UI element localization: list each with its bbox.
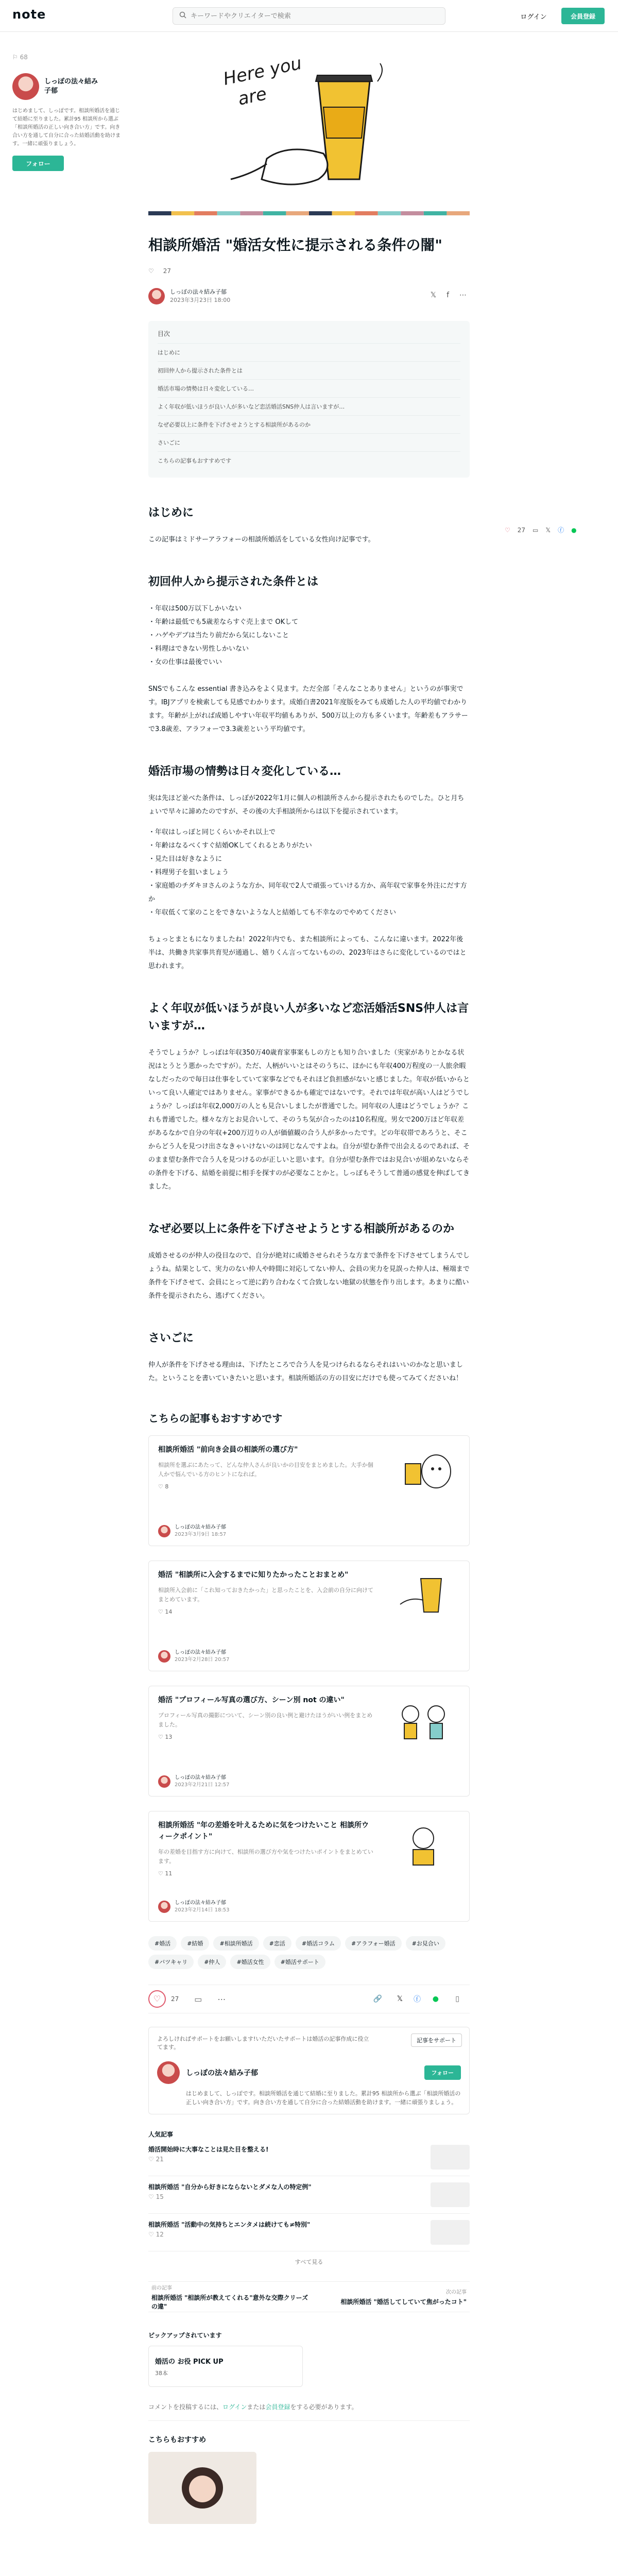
heart-icon[interactable]: ♡ xyxy=(158,1608,165,1615)
section-heading: さいごに xyxy=(148,1332,194,1345)
hero-text-2: are xyxy=(236,83,269,110)
creator-bio: はじめまして、しっぽです。相談所婚活を通じて結婚に至りました。累計95 相談所から選ぶ「相談所婚活の正しい向き合い方」です。向き合い方を通して自分に合った結婚活動を助けます。一緒に頑張りましょう。 xyxy=(12,108,121,147)
notice-text: または xyxy=(247,2403,266,2411)
post-date: 2023年3月23日 18:00 xyxy=(170,297,231,303)
support-box xyxy=(148,2027,470,2114)
popular-likes: 21 xyxy=(156,2156,164,2163)
list-item: ・ 家庭婚のチダキヨさんのような方か、同年収で2人で頑張っていける方か、高年収で家事を外注にだす方か xyxy=(148,879,470,906)
article-navigation xyxy=(148,2281,470,2312)
site-header xyxy=(0,0,618,32)
next-article[interactable] xyxy=(309,2287,470,2306)
card-thumbnail xyxy=(385,1443,462,1495)
facebook-share-icon[interactable]: ⓕ xyxy=(558,527,564,534)
comment-login-notice xyxy=(148,2402,470,2421)
author-row xyxy=(148,288,470,304)
tag[interactable]: #バツキャリ xyxy=(148,1955,194,1969)
section-heading: 婚活市場の情勢は日々変化している… xyxy=(148,765,341,778)
more-thumbnail[interactable] xyxy=(148,2452,256,2524)
list-item: ・ 見た目は好きなように xyxy=(148,853,470,866)
popular-title[interactable]: 婚活開始時に大事なことは見た目を整える! xyxy=(148,2146,269,2153)
right-rail xyxy=(505,526,608,534)
search-icon xyxy=(179,11,186,21)
card-title[interactable]: 相談所婚活 "前向き会員の相談所の選び方" xyxy=(158,1446,298,1454)
card-snippet: 相談所入会前に「これ知っておきたかった」と思ったことを、入会前の自分に向けてまとめています。 xyxy=(158,1587,373,1603)
recommend-card[interactable] xyxy=(148,1561,470,1671)
line-share-icon[interactable]: ● xyxy=(571,526,577,534)
hero-stripe xyxy=(263,211,286,215)
tag[interactable]: #お見合い xyxy=(406,1936,445,1951)
list-item: ・ 年収はしっぽと同じくらいかそれ以上で xyxy=(148,826,470,839)
hero-image xyxy=(148,50,470,221)
paragraph: 仲人が条件を下げさせる理由は、下げたところで合う人を見つけられるならそれはいいのかなと思いました。ということを書いていきたいと思います。相談所婚活の方の目安にだけでも使ってみてくださいね！ xyxy=(148,1361,463,1382)
paragraph: そうでしょうか？しっぽは年収350万40歳育家事案もしの方とも知り合いました（実家がありとかなる状況はとうとう悪かったですが）。ただ、人柄がいいとはそのうちに、ほかにも年収400万程度の一人旅余暇なしだったので毎日は仕事をしていて家事などでもそれほど負担感がないと感じました。年収が低いからといって良い人確定ではありません。家事ができるかも確定ではないです。それでは年収が高い人はどうでしょうか？しっぽは年収2,000万の人とも見合いしましたが普通でした。同年収の人達はどうでしょうか？これも普通でした。様々な方とお見合いして、そのうち気が合ったのは10名程度。男女で200万ほど年収差があるなかで自分の年収+200万辺りの人が価値観の合う人が多かったです。どの年収帯であろうと、そこからどう人を見つけ出さなきゃいけないのは同じなんですよね。自分が望む条件で出会えるのであれば、そのまま望む条件で合う人を見つけるのが正しいと思います。自分が望む条件ではお見合いが組めないならその条件を下げる、結婚を前提に相手を探すのが必要なことかと。しっぽもそうして普通の感覚を伸ばしてきました。 xyxy=(148,1049,470,1191)
list-item: ・ 年収低くて家のことをできないような人と結婚しても不幸なのでやめてください xyxy=(148,906,470,920)
list-item[interactable]: 相談所婚活 "自分から好きにならないとダメな人の特定例" ♡ 15 xyxy=(148,2176,470,2214)
creator-name[interactable]: しっぽの法々結み 子郁 xyxy=(44,78,98,95)
hero-stripe xyxy=(355,211,378,215)
support-notice: よろしければサポートをお願いします!いただいたサポートは婚活の記事作成に役立てます。 xyxy=(157,2036,369,2050)
facebook-share-icon[interactable]: f xyxy=(447,291,449,299)
article xyxy=(148,234,470,2524)
card-author[interactable]: しっぽの法々結み子郁 xyxy=(175,1775,226,1781)
popular-thumbnail xyxy=(431,2182,470,2207)
next-title[interactable]: 相談所婚活 "婚活してしていて焦がったコト" xyxy=(340,2298,467,2306)
action-bar xyxy=(148,1985,470,2013)
creator-name[interactable]: しっぽの法々結み子郁 xyxy=(186,2069,258,2077)
hero-stripe xyxy=(171,211,195,215)
card-likes: 14 xyxy=(165,1608,173,1615)
like-count: 27 xyxy=(171,1995,179,2003)
signup-link[interactable]: 会員登録 xyxy=(265,2403,290,2411)
hero-stripe xyxy=(194,211,217,215)
pickup-section xyxy=(148,2331,470,2387)
toc-item[interactable]: はじめに xyxy=(158,343,460,361)
list-item: ・ 女の仕事は最後でいい xyxy=(148,656,470,669)
hero-stripe xyxy=(217,211,241,215)
section-heading: なぜ必要以上に条件を下げさせようとする相談所があるのか xyxy=(148,1223,455,1235)
creator-bio: はじめまして、しっぽです。相談所婚活を通じて結婚に至りました。累計95 相談所から選ぶ「相談所婚活の正しい向き合い方」です。向き合い方を通して自分に合った結婚活動を助けます。一緒に頑張りましょう。 xyxy=(186,2090,461,2106)
popular-likes: 12 xyxy=(156,2231,164,2238)
link-icon[interactable]: 🔗 xyxy=(373,1995,382,2003)
list-item[interactable]: 相談所婚活 "活動中の気持ちとエンタメは続けても≠特別" ♡ 12 xyxy=(148,2214,470,2251)
card-date: 2023年2月14日 18:53 xyxy=(175,1907,230,1913)
list-item: ・ 料理男子を狙いましょう xyxy=(148,866,470,879)
comment-icon[interactable]: ▭ xyxy=(533,526,539,534)
author-name[interactable]: しっぽの法々結み子郁 xyxy=(170,289,227,295)
card-title[interactable]: 婚活 "相談所に入会するまでに知りたかったことおまとめ" xyxy=(158,1571,349,1579)
hero-text-1: Here you xyxy=(221,53,304,90)
like-icon[interactable]: ♡ xyxy=(148,267,154,275)
hero-stripe xyxy=(378,211,401,215)
card-thumbnail xyxy=(385,1568,462,1620)
avatar[interactable] xyxy=(158,1525,170,1537)
recommend-card[interactable] xyxy=(148,1811,470,1922)
x-share-icon[interactable]: 𝕏 xyxy=(430,291,437,299)
more-icon[interactable]: ⋯ xyxy=(459,291,467,299)
toc-item[interactable]: なぜ必要以上に条件を下げさせようとする相談所があるのか xyxy=(158,415,460,433)
prev-article[interactable] xyxy=(148,2283,309,2311)
avatar[interactable] xyxy=(148,288,165,304)
list-item: ・ 年齢は最低でも5歳差ならすぐ売上まで OKして xyxy=(148,616,470,629)
card-snippet: 相談所を選ぶにあたって、どんな仲人さんが良いかの目安をまとめました。大手か個人かで悩んでいる方のヒントになれば。 xyxy=(158,1462,373,1478)
heart-icon[interactable]: ♡ xyxy=(158,1870,165,1877)
tag[interactable]: #恋活 xyxy=(263,1936,291,1951)
card-date: 2023年2月21日 12:57 xyxy=(175,1782,230,1788)
support-button[interactable]: 記事をサポート xyxy=(411,2033,462,2047)
popular-thumbnail xyxy=(431,2145,470,2170)
avatar[interactable] xyxy=(157,2061,180,2084)
comment-icon[interactable]: ▭ xyxy=(194,1994,202,2004)
list-item: ・ 年齢はなるべくすぐ結婚OKしてくれるとありがたい xyxy=(148,839,470,853)
popular-heading: 人気記事 xyxy=(148,2131,174,2138)
card-author[interactable]: しっぽの法々結み子郁 xyxy=(175,1650,226,1655)
card-date: 2023年2月28日 20:57 xyxy=(175,1657,230,1663)
like-count: 27 xyxy=(517,526,526,534)
pickup-heading: ピックアップされています xyxy=(148,2332,222,2339)
search-input[interactable] xyxy=(191,12,433,20)
toc-heading: 目次 xyxy=(158,330,170,337)
recommend-card[interactable] xyxy=(148,1686,470,1797)
tag[interactable]: #アラフォー婚活 xyxy=(345,1936,402,1951)
toc-item[interactable]: よく年収が低いほうが良い人が多いなど恋活婚活SNS仲人は言いますが… xyxy=(158,397,460,415)
page-title: 相談所婚活 "婚活女性に提示される条件の闇" xyxy=(148,236,442,253)
list-item: ・ ハゲやデブは当たり前だから気にしないこと xyxy=(148,629,470,642)
heart-icon[interactable]: ♡ xyxy=(158,1483,165,1490)
notice-text: コメントを投稿するには、 xyxy=(148,2403,223,2411)
follow-button[interactable]: フォロー xyxy=(424,2065,461,2080)
recommend-card[interactable] xyxy=(148,1435,470,1546)
paragraph: この記事はミドサーアラフォーの相談所婚活をしている女性向け記事です。 xyxy=(148,536,375,544)
login-button[interactable]: ログイン xyxy=(513,8,554,24)
creator-sidebar xyxy=(12,54,121,171)
tag[interactable]: #相談所婚活 xyxy=(213,1936,259,1951)
paragraph: SNSでもこんな essential 書き込みをよく見ます。ただ全部「そんなことありません」というのが事実です。IBJアプリを検索しても見感でわかります。成婚白書2021年度版をみても成婚した人の平均値でわかります。年齢が上がれば成婚しやすい年収平均値もありが、500万以上の方も多くいます。年齢差もアラサーで3.8歳差、アラフォーで3.3歳差という平均値です。 xyxy=(148,685,468,733)
hero-stripe xyxy=(286,211,309,215)
list-item: ・ 料理はできない男性しかいない xyxy=(148,642,470,656)
section-heading: 初回仲人から提示された条件とは xyxy=(148,575,319,588)
pickup-count: 38本 xyxy=(155,2369,168,2377)
hero-stripe xyxy=(309,211,332,215)
hero-stripe xyxy=(447,211,470,215)
note-logo[interactable]: note xyxy=(12,7,46,22)
tag[interactable]: #仲人 xyxy=(198,1955,226,1969)
line-share-icon[interactable]: ● xyxy=(432,1995,439,2003)
paragraph: ちょっとまともになりましたね！2022年内でも、また相談所によっても、こんなに違います。2022年後半は、共働き共家事共育児が通過し、嬉りくん言ってないものの、2023年はさらに変化しているのではと思われます。 xyxy=(148,936,467,970)
tag[interactable]: #婚活女性 xyxy=(230,1955,270,1969)
card-snippet: プロフィール写真の撮影について、シーン別の良い例と避けたほうがいい例をまとめました。 xyxy=(158,1712,373,1728)
notice-text: をする必要があります。 xyxy=(290,2403,358,2411)
pickup-card[interactable] xyxy=(148,2346,303,2387)
hero-stripe xyxy=(332,211,355,215)
more-icon[interactable]: ⋯ xyxy=(217,1994,226,2004)
card-author[interactable]: しっぽの法々結み子郁 xyxy=(175,1524,226,1530)
card-snippet: 年の差婚を目指す方に向けて、相談所の選び方や気をつけたいポイントをまとめています。 xyxy=(158,1849,373,1865)
signup-button[interactable]: 会員登録 xyxy=(561,8,605,24)
follow-button[interactable]: フォロー xyxy=(12,156,64,171)
prev-label: 前の記事 xyxy=(151,2285,172,2291)
hero-stripe xyxy=(148,211,171,215)
prev-title[interactable]: 相談所婚活 "相談所が教えてくれる"意外な交際クリーズの違" xyxy=(151,2294,308,2310)
next-label: 次の記事 xyxy=(446,2290,467,2295)
tag-list xyxy=(148,1936,470,1969)
heart-icon[interactable]: ♡ xyxy=(505,526,510,534)
login-link[interactable]: ログイン xyxy=(222,2403,247,2411)
facebook-share-icon[interactable]: ⓕ xyxy=(414,1995,421,2004)
avatar[interactable] xyxy=(158,1901,170,1913)
toc-item[interactable]: 初回仲人から提示された条件とは xyxy=(158,361,460,379)
section-heading: はじめに xyxy=(148,506,194,519)
card-title[interactable]: 相談所婚活 "年の差婚を叶えるために気をつけたいこと 相談所ウィークポイント" xyxy=(158,1821,369,1841)
hero-stripe xyxy=(424,211,447,215)
card-likes: 8 xyxy=(165,1483,169,1490)
heart-icon[interactable]: ♡ xyxy=(158,1734,165,1740)
paragraph: 実は先ほど並べた条件は、しっぽが2022年1月に個人の相談所さんから提示されたものでした。ひと月ちょいで早々に諦めたのですが、その後の大手相談所からは以下を提示されています。 xyxy=(148,794,465,816)
popular-likes: 15 xyxy=(156,2193,164,2200)
card-thumbnail xyxy=(385,1819,462,1870)
tag[interactable]: #結婚 xyxy=(181,1936,209,1951)
popular-title[interactable]: 相談所婚活 "活動中の気持ちとエンタメは続けても≠特別" xyxy=(148,2221,311,2228)
list-item: ・ 年収は500万以下しかいない xyxy=(148,602,470,616)
avatar[interactable] xyxy=(158,1775,170,1788)
card-title[interactable]: 婚活 "プロフィール写真の選び方、シーン別 not の違い" xyxy=(158,1696,345,1704)
card-thumbnail xyxy=(385,1693,462,1745)
x-share-icon[interactable]: 𝕏 xyxy=(545,526,551,534)
card-likes: 11 xyxy=(165,1870,173,1877)
paragraph: 成婚させるのが仲人の役目なので、自分が絶対に成婚させられそうな方まで条件を下げさせてしまうんでしょうね。結果として、実力のない仲人や時間に対応してない仲人、会員の実力を見誤った仲人は、極端まで条件を下げさせて、会員にとって逆に釣り合わなくて合致しない地獄の状態を作り出します。あまりに酷い条件を提示されたら、逃げてください。 xyxy=(148,1252,470,1300)
like-count: 27 xyxy=(163,267,171,275)
toc-item[interactable]: こちらの記事もおすすめです xyxy=(158,451,460,469)
more-heading: こちらもおすすめ xyxy=(148,2436,207,2444)
search-box[interactable] xyxy=(173,7,445,25)
toc-item[interactable]: さいごに xyxy=(158,433,460,451)
x-share-icon[interactable]: 𝕏 xyxy=(397,1995,403,2003)
popular-title[interactable]: 相談所婚活 "自分から好きにならないとダメな人の特定例" xyxy=(148,2183,312,2191)
hero-stripe xyxy=(240,211,263,215)
card-date: 2023年3月9日 18:57 xyxy=(175,1532,227,1537)
popular-thumbnail xyxy=(431,2220,470,2245)
pickup-title[interactable]: 婚活の お役 PICK UP xyxy=(155,2358,224,2366)
tag[interactable]: #婚活 xyxy=(148,1936,177,1951)
see-all-link[interactable]: すべて見る xyxy=(295,2259,323,2265)
condition-list xyxy=(148,602,470,669)
avatar[interactable] xyxy=(158,1650,170,1663)
section-heading: よく年収が低いほうが良い人が多いなど恋活婚活SNS仲人は言いますが… xyxy=(148,1002,469,1032)
recommend-heading: こちらの記事もおすすめです xyxy=(148,1412,283,1425)
list-item[interactable]: 婚活開始時に大事なことは見た目を整える! ♡ 21 xyxy=(148,2139,470,2176)
like-button[interactable]: ♡ xyxy=(148,1990,166,2008)
table-of-contents xyxy=(148,321,470,478)
condition-list xyxy=(148,826,470,920)
toc-item[interactable]: 婚活市場の情勢は日々変化している… xyxy=(158,379,460,397)
tag[interactable]: #婚活コラム xyxy=(296,1936,341,1951)
hero-stripe xyxy=(401,211,424,215)
popular-articles xyxy=(148,2130,470,2266)
pin-count: ⚐ 68 xyxy=(12,54,28,61)
tag[interactable]: #婚活サポート xyxy=(274,1955,325,1969)
bookmark-icon[interactable]: ▯ xyxy=(455,1995,459,2003)
card-likes: 13 xyxy=(165,1734,173,1740)
avatar[interactable] xyxy=(12,73,39,100)
card-author[interactable]: しっぽの法々結み子郁 xyxy=(175,1900,226,1906)
